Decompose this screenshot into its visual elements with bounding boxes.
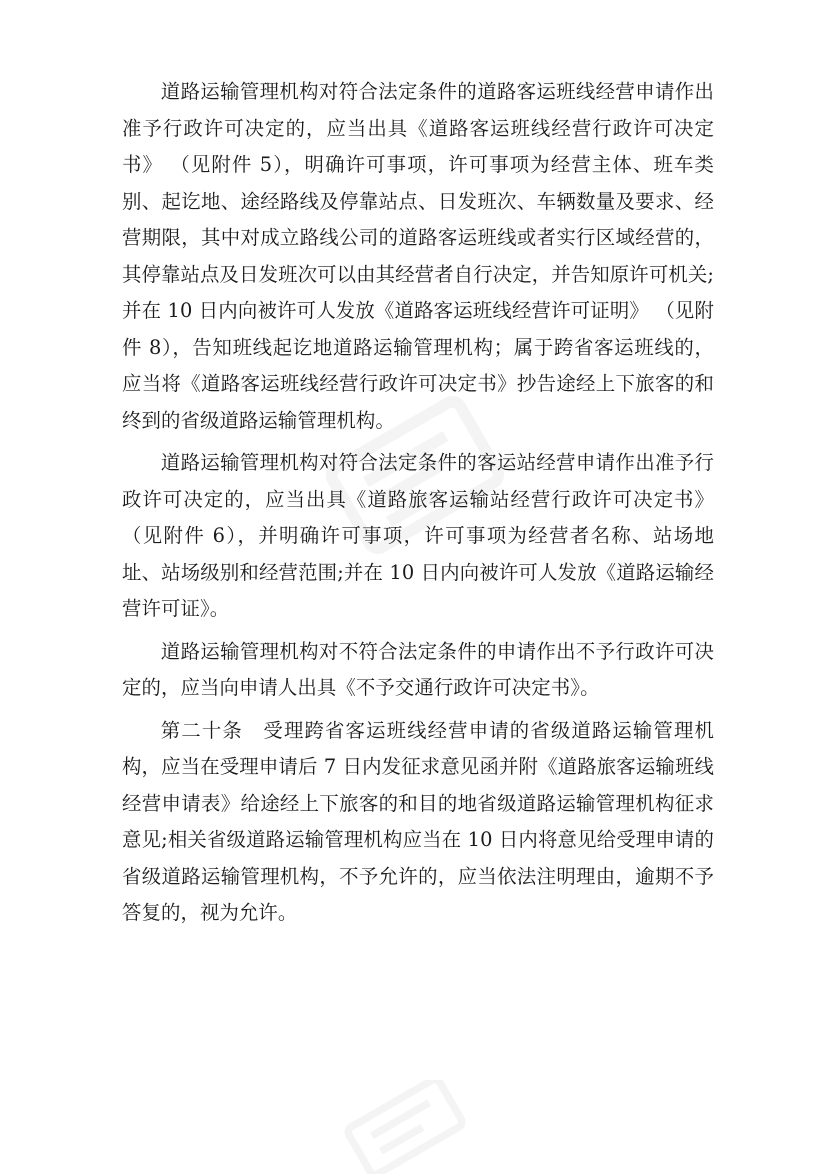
- paragraph-article-20: 第二十条 受理跨省客运班线经营申请的省级道路运输管理机构，应当在受理申请后 7 日内发征求意见函并附《道路旅客运输班线经营申请表》给途经上下旅客的和目的地省级道路运输管理机构征求意见;相关省级道路运输管理机构应当在 10 日内将意见给受理申请的省级道路运输管理机构，不予允许的，应当依法注明理由，逾期不予答复的，视为允许。: [122, 718, 714, 924]
- paragraph-approval-bus-line: 道路运输管理机构对符合法定条件的道路客运班线经营申请作出准予行政许可决定的，应当出具《道路客运班线经营行政许可决定书》 （见附件 5），明确许可事项，许可事项为经营主体、班车类别、起讫地、途经路线及停靠站点、日发班次、车辆数量及要求、经营期限，其中对成立路线公司的道路客运班线或者实行区域经营的，其停靠站点及日发班次可以由其经营者自行决定，并告知原许可机关;并在 10 日内向被许可人发放《道路客运班线经营许可证明》 （见附件 8），告知班线起讫地道路运输管理机构；属于跨省客运班线的，应当将《道路客运班线经营行政许可决定书》抄告途经上下旅客的和终到的省级道路运输管理机构。: [122, 80, 714, 432]
- watermark-bottom-icon: [330, 1080, 480, 1174]
- paragraph-approval-passenger-station: 道路运输管理机构对符合法定条件的客运站经营申请作出准予行政许可决定的，应当出具《道路旅客运输站经营行政许可决定书》 （见附件 6），并明确许可事项，许可事项为经营者名称、站场地址、站场级别和经营范围;并在 10 日内向被许可人发放《道路运输经营许可证》。: [122, 451, 714, 620]
- document-body: [122, 74, 714, 938]
- paragraph-rejection: 道路运输管理机构对不符合法定条件的申请作出不予行政许可决定的，应当向申请人出具《不予交通行政许可决定书》。: [122, 639, 714, 699]
